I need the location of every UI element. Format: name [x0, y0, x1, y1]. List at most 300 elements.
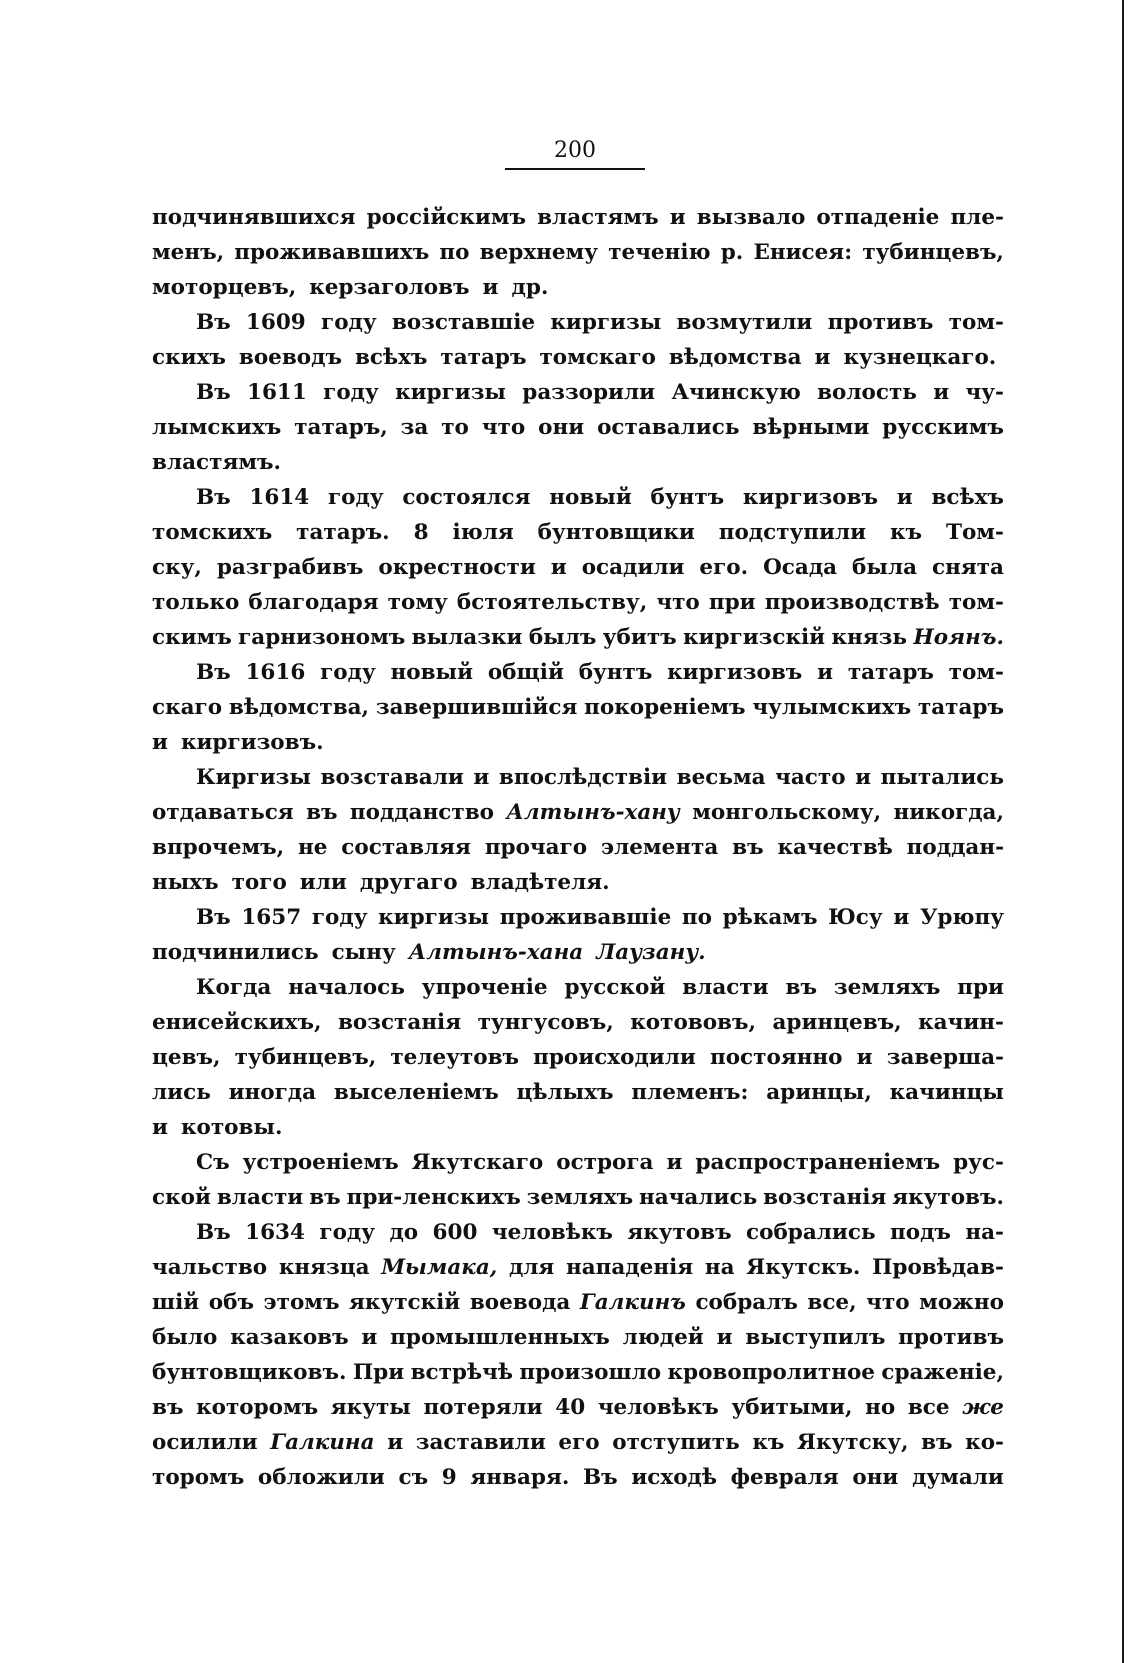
word: другаго	[359, 870, 458, 895]
word: думали	[912, 1465, 1004, 1490]
word: этомъ	[263, 1290, 340, 1315]
word: при	[957, 975, 1004, 1000]
word: моторцевъ,	[152, 275, 297, 300]
word: чулымскихъ	[752, 695, 912, 720]
word: киргизовъ.	[180, 730, 324, 755]
text-line	[152, 1250, 1004, 1285]
word: выселеніемъ	[333, 1080, 499, 1105]
text-line	[152, 795, 1004, 830]
text-line	[152, 1320, 1004, 1355]
word: людей	[622, 1325, 704, 1350]
word: составляя	[341, 835, 471, 860]
word: ску,	[152, 555, 202, 580]
word: постоянно	[709, 1045, 843, 1070]
word: впрочемъ,	[152, 835, 285, 860]
word: цевъ,	[152, 1045, 221, 1070]
word: иногда	[228, 1080, 317, 1105]
word: исходѣ	[631, 1465, 717, 1490]
word: распространеніемъ	[695, 1150, 941, 1175]
word: и	[550, 555, 567, 580]
word: возстанія	[337, 1010, 462, 1035]
word: заверша-	[886, 1045, 1004, 1070]
word: убитъ	[602, 625, 677, 650]
text-line	[152, 1460, 1004, 1495]
text-line	[152, 1005, 1004, 1040]
word: казаковъ	[230, 1325, 349, 1350]
word: киргизовъ	[742, 485, 879, 510]
word: нападенія	[566, 1255, 694, 1280]
word: то	[441, 415, 469, 440]
text-line	[152, 305, 1004, 340]
text-line	[152, 935, 1004, 970]
word: въ	[309, 1185, 341, 1210]
word: производствѣ	[764, 590, 940, 615]
word: за	[400, 415, 429, 440]
word: убитыми,	[731, 1395, 853, 1420]
word: общій	[487, 660, 564, 685]
word: цѣлыхъ	[516, 1080, 614, 1105]
word: ныхъ	[152, 870, 219, 895]
word: и	[814, 345, 831, 370]
word: и	[716, 1325, 733, 1350]
word: проживавшіе	[499, 905, 672, 930]
word: 1657	[241, 905, 302, 930]
word: и	[361, 1325, 378, 1350]
text-line	[152, 270, 1004, 305]
word: потеряли	[423, 1395, 543, 1420]
word: Съ	[196, 1150, 230, 1175]
text-line	[152, 445, 1004, 480]
word: Алтынъ-хана	[408, 940, 584, 965]
word: и	[482, 275, 499, 300]
word: Осада	[763, 555, 838, 580]
word: въ	[921, 1430, 953, 1455]
word: якутскій	[349, 1290, 461, 1315]
word: якутовъ.	[892, 1185, 1004, 1210]
word: на	[704, 1255, 735, 1280]
word: новый	[549, 485, 632, 510]
word: и	[473, 765, 490, 790]
word: Галкина	[270, 1430, 375, 1455]
word: въ	[306, 800, 338, 825]
word: весьма	[676, 765, 766, 790]
word: никогда,	[893, 800, 1004, 825]
word: Якутску,	[797, 1430, 909, 1455]
word: человѣкъ	[597, 1395, 719, 1420]
word: якуты	[330, 1395, 411, 1420]
word: происходили	[533, 1045, 696, 1070]
word: племенъ:	[631, 1080, 749, 1105]
text-line	[152, 1285, 1004, 1320]
word: Мымака,	[381, 1255, 498, 1280]
word: вѣдомства,	[228, 695, 370, 720]
word: впослѣдствіи	[498, 765, 668, 790]
word: новый	[390, 660, 474, 685]
text-line	[152, 1215, 1004, 1250]
word: татаръ	[917, 695, 1004, 720]
word: благодаря	[248, 590, 379, 615]
word: тому	[387, 590, 448, 615]
text-line	[152, 200, 1004, 235]
word: воеводъ	[238, 345, 342, 370]
word: и	[666, 1150, 683, 1175]
word: торомъ	[152, 1465, 245, 1490]
word: году	[323, 380, 379, 405]
word: году	[320, 660, 376, 685]
text-line	[152, 970, 1004, 1005]
word: том-	[948, 590, 1004, 615]
text-line	[152, 410, 1004, 445]
word: киргизскій	[683, 625, 826, 650]
word: бунтовщиковъ.	[152, 1360, 347, 1385]
word: Урюпу	[919, 905, 1004, 930]
text-line	[152, 725, 1004, 760]
word: Юсу	[828, 905, 883, 930]
word: тубинцевъ,	[862, 240, 1004, 265]
word: земляхъ	[833, 975, 941, 1000]
word: котововъ,	[630, 1010, 756, 1035]
word: встрѣчѣ	[410, 1360, 513, 1385]
word: Ноянъ.	[913, 625, 1004, 650]
word: Галкинъ	[579, 1290, 686, 1315]
word: они	[852, 1465, 899, 1490]
text-line	[152, 1075, 1004, 1110]
word: бунтовщики	[537, 520, 695, 545]
word: была	[852, 555, 918, 580]
word: все,	[807, 1290, 857, 1315]
word: промышленныхъ	[390, 1325, 610, 1350]
word: лись	[152, 1080, 211, 1105]
word: они	[538, 415, 585, 440]
word: 1609	[245, 310, 306, 335]
word: Провѣдав-	[872, 1255, 1004, 1280]
text-line	[152, 1425, 1004, 1460]
word: покореніемъ	[584, 695, 746, 720]
page-edge-rule	[1122, 0, 1124, 1663]
word: въ	[785, 975, 817, 1000]
word: 1634	[245, 1220, 305, 1245]
word: устроеніемъ	[242, 1150, 399, 1175]
word: было	[152, 1325, 218, 1350]
body-text	[152, 200, 1004, 1495]
text-line	[152, 655, 1004, 690]
word: Якутскаго	[411, 1150, 544, 1175]
word: разграбивъ	[216, 555, 364, 580]
text-line	[152, 480, 1004, 515]
word: году	[319, 1220, 375, 1245]
word: владѣтеля.	[470, 870, 610, 895]
word: прочаго	[484, 835, 588, 860]
word: при-ленскихъ	[346, 1185, 521, 1210]
word: котовы.	[180, 1115, 283, 1140]
word: состоялся	[402, 485, 531, 510]
text-line	[152, 760, 1004, 795]
word: 9	[441, 1465, 457, 1490]
word: но	[865, 1395, 896, 1420]
word: князца	[278, 1255, 370, 1280]
word: князь	[831, 625, 907, 650]
word: енисейскихъ,	[152, 1010, 322, 1035]
word: татаръ.	[296, 520, 390, 545]
page-number-rule	[505, 168, 645, 170]
word: и	[152, 730, 168, 755]
word: для	[508, 1255, 555, 1280]
word: керзаголовъ	[309, 275, 470, 300]
word: скихъ	[152, 345, 226, 370]
word: власти	[216, 1185, 304, 1210]
word: упроченіе	[421, 975, 548, 1000]
word: Въ	[196, 310, 231, 335]
word: ко-	[965, 1430, 1004, 1455]
word: что	[656, 590, 700, 615]
word: волость	[817, 380, 917, 405]
word: осилили	[152, 1430, 258, 1455]
word: возставали	[320, 765, 464, 790]
word: др.	[511, 275, 549, 300]
word: киргизы	[395, 380, 506, 405]
word: осадили	[581, 555, 685, 580]
word: Киргизы	[196, 765, 311, 790]
word: вылазки	[411, 625, 523, 650]
text-line	[152, 1390, 1004, 1425]
word: оставались	[597, 415, 740, 440]
word: Когда	[196, 975, 272, 1000]
word: качинцы	[889, 1080, 1004, 1105]
word: возмутили	[676, 310, 813, 335]
word: къ	[752, 1430, 785, 1455]
word: 1614	[249, 485, 310, 510]
word: При	[352, 1360, 405, 1385]
word: аринцы,	[766, 1080, 872, 1105]
word: подданство	[349, 800, 495, 825]
word: и	[855, 765, 872, 790]
word: противъ	[898, 1325, 1004, 1350]
word: въ	[732, 835, 764, 860]
word: русской	[564, 975, 666, 1000]
word: рус-	[953, 1150, 1004, 1175]
word: подчинились	[152, 940, 319, 965]
word: вѣдомства	[668, 345, 802, 370]
word: тунгусовъ,	[477, 1010, 614, 1035]
word: киргизы	[378, 905, 490, 930]
text-line	[152, 375, 1004, 410]
word: или	[299, 870, 347, 895]
word: и	[856, 1045, 873, 1070]
word: земляхъ	[526, 1185, 634, 1210]
word: телеутовъ	[390, 1045, 520, 1070]
word: году	[321, 310, 377, 335]
word: началось	[288, 975, 405, 1000]
word: и	[669, 205, 686, 230]
word: шій	[152, 1290, 200, 1315]
word: ской	[152, 1185, 211, 1210]
word: начались	[639, 1185, 758, 1210]
word: 1616	[245, 660, 306, 685]
word: скаго	[152, 695, 223, 720]
word: заставили	[415, 1430, 546, 1455]
word: и	[817, 660, 834, 685]
word: бунтъ	[650, 485, 725, 510]
word: киргизы	[550, 310, 662, 335]
word: томскаго	[539, 345, 656, 370]
word: татаръ	[440, 345, 527, 370]
text-line	[152, 585, 1004, 620]
word: возставшіе	[391, 310, 536, 335]
word: чу-	[965, 380, 1004, 405]
word: по	[439, 240, 470, 265]
word: въ	[152, 1395, 184, 1420]
word: при	[708, 590, 756, 615]
word: лымскихъ	[152, 415, 282, 440]
word: раззорили	[522, 380, 656, 405]
word: февраля	[730, 1465, 839, 1490]
word: на-	[965, 1220, 1004, 1245]
word: того	[231, 870, 287, 895]
word: собрались	[746, 1220, 876, 1245]
word: р.	[720, 240, 744, 265]
text-line	[152, 1040, 1004, 1075]
word: подступили	[718, 520, 867, 545]
word: вѣрными	[752, 415, 870, 440]
word: завершившійся	[375, 695, 578, 720]
word: острога	[556, 1150, 654, 1175]
word: всѣхъ	[354, 345, 428, 370]
word: что	[866, 1290, 910, 1315]
text-line	[152, 1355, 1004, 1390]
word: году	[327, 485, 384, 510]
word: Алтынъ-хану	[506, 800, 680, 825]
word: Въ	[196, 380, 231, 405]
text-line	[152, 865, 1004, 900]
text-line	[152, 900, 1004, 935]
word: же	[962, 1395, 1004, 1420]
word: русскимъ	[882, 415, 1004, 440]
word: человѣкъ	[491, 1220, 613, 1245]
word: 40	[555, 1395, 586, 1420]
word: Въ	[583, 1465, 618, 1490]
word: только	[152, 590, 240, 615]
word: отступить	[612, 1430, 740, 1455]
word: до	[389, 1220, 419, 1245]
word: пле-	[950, 205, 1004, 230]
word: верхнему	[479, 240, 598, 265]
word: Лаузану.	[596, 940, 706, 965]
word: противъ	[827, 310, 934, 335]
word: элемента	[600, 835, 719, 860]
word: былъ	[528, 625, 597, 650]
text-line	[152, 515, 1004, 550]
word: властямъ.	[152, 450, 281, 475]
word: его.	[699, 555, 749, 580]
word: іюля	[452, 520, 514, 545]
word: пытались	[880, 765, 1004, 790]
word: воевода	[469, 1290, 571, 1315]
word: власти	[682, 975, 769, 1000]
word: бунтъ	[578, 660, 653, 685]
word: подъ	[890, 1220, 951, 1245]
text-line	[152, 235, 1004, 270]
word: которомъ	[196, 1395, 319, 1420]
word: 1611	[246, 380, 307, 405]
word: томскихъ	[152, 520, 273, 545]
word: Енисея:	[753, 240, 853, 265]
word: качествѣ	[777, 835, 893, 860]
word: теченію	[608, 240, 711, 265]
word: бстоятельству,	[456, 590, 648, 615]
text-line	[152, 690, 1004, 725]
word: всѣхъ	[931, 485, 1004, 510]
text-line	[152, 830, 1004, 865]
word: менъ,	[152, 240, 225, 265]
word: татаръ	[847, 660, 934, 685]
word: гарнизономъ	[238, 625, 406, 650]
word: том-	[948, 660, 1004, 685]
word: по	[681, 905, 712, 930]
word: году	[311, 905, 368, 930]
text-line	[152, 1145, 1004, 1180]
word: татаръ,	[294, 415, 388, 440]
word: и	[152, 1115, 168, 1140]
word: Том-	[945, 520, 1004, 545]
word: россійскимъ	[366, 205, 526, 230]
text-line	[152, 550, 1004, 585]
word: не	[298, 835, 328, 860]
word: монгольскому,	[692, 800, 882, 825]
word: обложили	[257, 1465, 385, 1490]
word: съ	[398, 1465, 429, 1490]
text-line	[152, 1180, 1004, 1215]
word: возстанія	[763, 1185, 887, 1210]
page-number: 200	[554, 138, 596, 163]
word: часто	[775, 765, 846, 790]
word: отдаваться	[152, 800, 294, 825]
word: том-	[948, 310, 1004, 335]
word: выступилъ	[745, 1325, 886, 1350]
word: объ	[208, 1290, 254, 1315]
text-line	[152, 340, 1004, 375]
word: властямъ	[537, 205, 659, 230]
word: 600	[432, 1220, 478, 1245]
word: произошло	[519, 1360, 662, 1385]
word: отпаденіе	[816, 205, 940, 230]
word: качин-	[918, 1010, 1004, 1035]
word: сраженіе,	[881, 1360, 1004, 1385]
word: 8	[413, 520, 429, 545]
word: его	[558, 1430, 600, 1455]
word: вызвало	[696, 205, 806, 230]
word: Якутскъ.	[746, 1255, 861, 1280]
word: и	[893, 905, 910, 930]
word: Ачинскую	[671, 380, 801, 405]
word: все	[907, 1395, 950, 1420]
word: можно	[919, 1290, 1004, 1315]
word: снята	[932, 555, 1004, 580]
word: кузнецкаго.	[843, 345, 997, 370]
word: киргизовъ	[667, 660, 803, 685]
text-line	[152, 620, 1004, 655]
word: и	[933, 380, 950, 405]
word: скимъ	[152, 625, 232, 650]
word: что	[481, 415, 526, 440]
word: кровопролитное	[667, 1360, 875, 1385]
word: Въ	[196, 905, 231, 930]
word: и	[896, 485, 913, 510]
word: января.	[470, 1465, 570, 1490]
word: подчинявшихся	[152, 205, 356, 230]
word: Въ	[196, 485, 231, 510]
word: рѣкамъ	[722, 905, 818, 930]
word: аринцевъ,	[772, 1010, 902, 1035]
